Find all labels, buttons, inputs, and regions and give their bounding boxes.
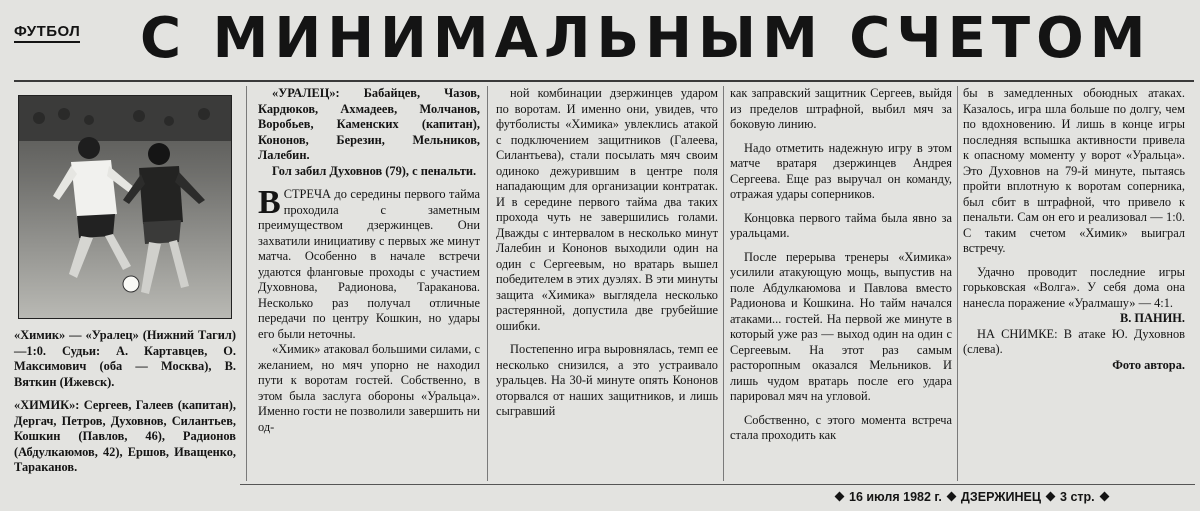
- paragraph: «Химик» атаковал большими силами, с желанием, но мяч упорно не находил пути к воротам гостей. Собственно, в этом была заслуга обороны «Уральца». Именно гости не позволили завершить ни од-: [258, 342, 480, 434]
- diamond-icon: [1046, 492, 1056, 502]
- paragraph: Удачно проводит последние игры горьковская «Волга». У себя дома она нанесла поражение «Уралмашу» — 4:1.: [963, 264, 1185, 310]
- column-divider: [723, 86, 724, 481]
- section-rubric: ФУТБОЛ: [14, 23, 80, 43]
- goal-line: Гол забил Духовнов (79), с пенальти.: [272, 163, 477, 178]
- paragraph: бы в замедленных обоюдных атаках. Казалось, игра шла больше по долгу, чем по вдохновению. И лишь в конце игры последняя вспышка активности привела к опасному моменту у ворот «Уральца». Это Духовнов на 79-й минуте, пытаясь пройти вплотную к воротам соперника, был сбит в штрафной, что привело к пенальти. Сам он его и реализовал — 1:0. С таким счетом «Химик» выиграл встречу.: [963, 86, 1185, 255]
- paragraph: Концовка первого тайма была явно за уральцами.: [730, 210, 952, 240]
- column-divider: [957, 86, 958, 481]
- match-info-column: [14, 328, 236, 476]
- article-column-5: [963, 86, 1185, 373]
- diamond-icon: [835, 492, 845, 502]
- article-column-3: [496, 86, 718, 420]
- diamond-icon: [946, 492, 956, 502]
- article-column-2: [258, 86, 480, 435]
- paragraph: Надо отметить надежную игру в этом матче вратаря дзержинцев Андрея Сергеева. Еще раз выручал он команду, отражая удары соперников.: [730, 140, 952, 201]
- match-result: «Химик» — «Уралец» (Нижний Тагил)—1:0. Судьи: А. Картавцев, О. Максимович (оба — Москва), В. Вяткин (Ижевск).: [14, 328, 236, 389]
- paragraph: ной комбинации дзержинцев ударом по воротам. И именно они, увидев, что футболисты «Химика» увлеклись атакой с подключением защитников (Галеева, Силантьева), стали посылать мяч своим одиноко дежурившим в центре поля нападающим для организации контратак. И в середине первого тайма два таких прохода чуть не завершились голами. Дважды с интервалом в несколько минут Лалебин и Кононов выходили один на один с Сергеевым, но вратарь вышел победителем в этих дуэлях. В эти минуты защита «Химика» выглядела несколько растерянной, допустила две грубейшие ошибки.: [496, 86, 718, 333]
- column-divider: [487, 86, 488, 481]
- lead-paragraph: ВСТРЕЧА до середины первого тайма проходила с заметным преимуществом дзержинцев. Они захватили инициативу с первых же минут матча. Особенно в начале встречи удаются фланговые проходы с участием Духовнова, Радионова, Тараканова. Несколько раз получал отличные передачи по центру Кошкин, но удары его были неточны.: [258, 184, 480, 341]
- footer-rule: [240, 484, 1195, 485]
- page-number: 3 стр.: [1060, 490, 1095, 504]
- ball-icon: [123, 276, 139, 292]
- issue-date: 16 июля 1982 г.: [849, 490, 942, 504]
- headline-rule: [14, 80, 1194, 82]
- article-headline: С МИНИМАЛЬНЫМ СЧЕТОМ: [140, 6, 1152, 71]
- article-column-4: [730, 86, 952, 444]
- paragraph: Собственно, с этого момента встреча стала проходить как: [730, 412, 952, 442]
- page-footer: [830, 490, 1114, 504]
- paragraph: как заправский защитник Сергеев, выйдя из пределов штрафной, выбил мяч за боковую линию.: [730, 86, 952, 131]
- paragraph: Постепенно игра выровнялась, темп ее несколько снизился, а это устраивало уральцев. На 30-й минуте опять Кононов оторвался от наших защитников, и лишь сыгравший: [496, 342, 718, 418]
- diamond-icon: [1099, 492, 1109, 502]
- photo-caption: НА СНИМКЕ: В атаке Ю. Духовнов (слева).: [963, 326, 1185, 356]
- himik-lineup: «ХИМИК»: Сергеев, Галеев (капитан), Дергач, Петров, Духовнов, Силантьев, Кошкин (Павлов, 46), Радионов (Абдулкаюмов, 42), Ершов, Иващенко, Тараканов.: [14, 398, 236, 474]
- column-divider: [246, 86, 247, 481]
- photo-credit: Фото автора.: [1112, 357, 1185, 372]
- paragraph: После перерыва тренеры «Химика» усилили атакующую мощь, выпустив на поле Абдулкаюмова и Павлова вместо Радионова и Кошкина. Но тайм начался атаками... гостей. На первой же минуте в который уже раз — выход один на один с Сергеевым. На этот раз самым расторопным оказался Мельников. И лишь чудом вратарь после его удара парировал мяч на угловой.: [730, 249, 952, 403]
- author-signature: В. ПАНИН.: [1119, 311, 1185, 325]
- newspaper-name: ДЗЕРЖИНЕЦ: [960, 490, 1042, 504]
- drop-cap: В: [258, 184, 281, 221]
- match-photo: [18, 95, 232, 319]
- football-players-image: [19, 96, 231, 318]
- uralets-lineup: «УРАЛЕЦ»: Бабайцев, Чазов, Кардюков, Ахмадеев, Молчанов, Воробьев, Каменских (капитан), Кононов, Березин, Мельников, Лалебин.: [258, 86, 480, 162]
